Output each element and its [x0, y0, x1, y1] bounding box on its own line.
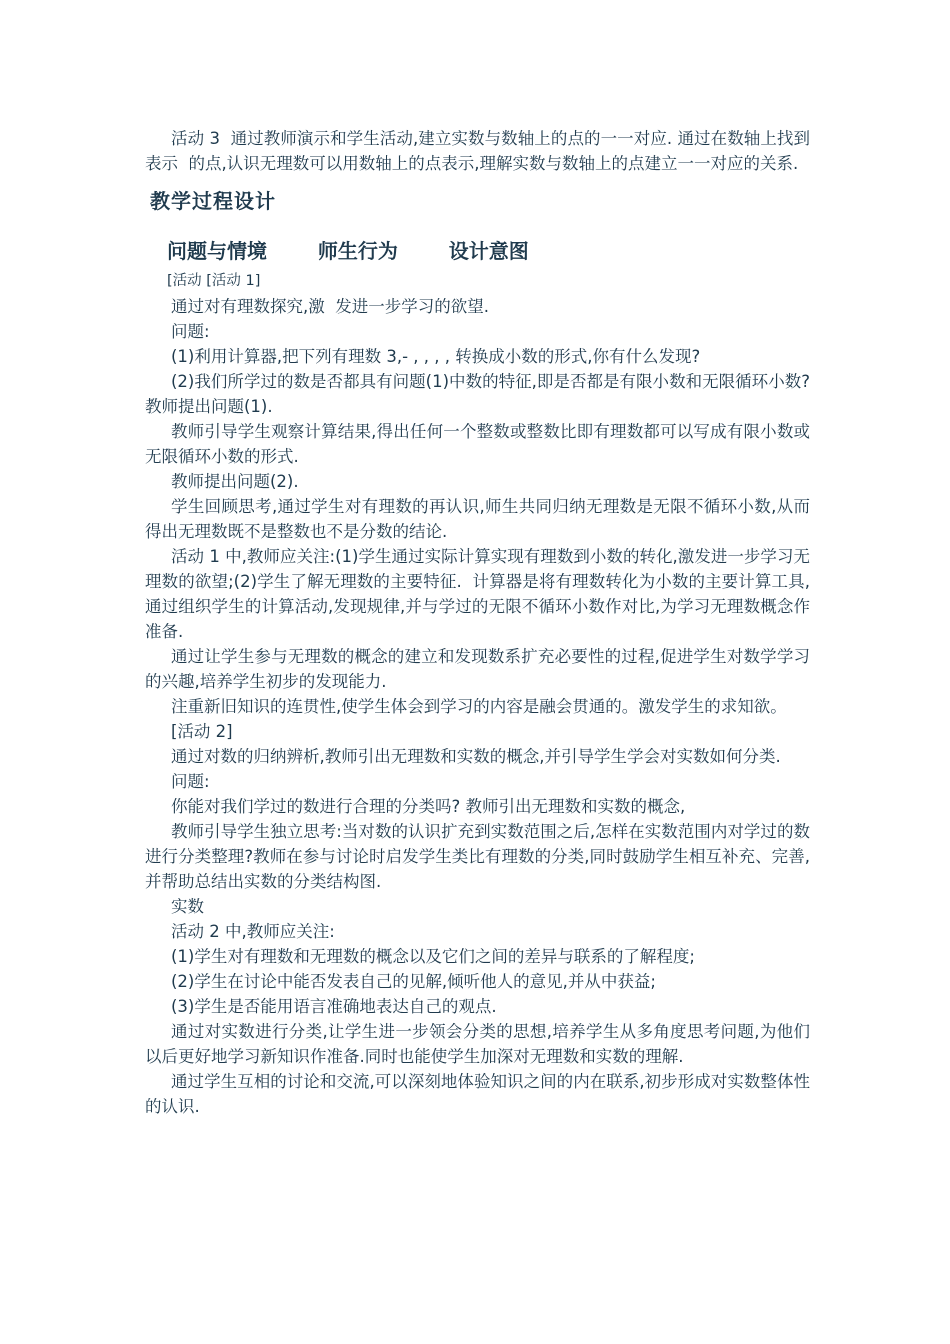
- document-page: [145, 126, 816, 1119]
- activity-label: [活动 [活动 1]: [167, 273, 261, 289]
- paragraph: (2)我们所学过的数是否都具有问题(1)中数的特征,即是否都是有限小数和无限循环小数? 教师提出问题(1).: [145, 372, 816, 416]
- paragraph: 教师提出问题(2).: [171, 472, 299, 491]
- paragraph: (2)学生在讨论中能否发表自己的见解,倾听他人的意见,并从中获益;: [171, 972, 656, 991]
- paragraph: 教师引导学生观察计算结果,得出任何一个整数或整数比即有理数都可以写成有限小数或无限循环小数的形式.: [145, 422, 810, 466]
- paragraph: 通过对实数进行分类,让学生进一步领会分类的思想,培养学生从多角度思考问题,为他们以后更好地学习新知识作准备.同时也能使学生加深对无理数和实数的理解.: [145, 1022, 810, 1066]
- activity3-paragraph: 活动 3 通过教师演示和学生活动,建立实数与数轴上的点的一一对应. 通过在数轴上找到表示 的点,认识无理数可以用数轴上的点表示,理解实数与数轴上的点建立一一对应的关系.: [145, 129, 810, 173]
- paragraph: 通过对有理数探究,激 发进一步学习的欲望.: [171, 297, 489, 316]
- paragraph: 活动 2 中,教师应关注:: [171, 922, 335, 941]
- paragraph: (3)学生是否能用语言准确地表达自己的观点.: [171, 997, 497, 1016]
- body-paragraphs: [145, 294, 816, 1119]
- paragraph: [活动 2]: [171, 722, 233, 741]
- paragraph: (1)利用计算器,把下列有理数 3,- , , , , 转换成小数的形式,你有什么发现?: [171, 347, 701, 366]
- paragraph: 教师引导学生独立思考:当对数的认识扩充到实数范围之后,怎样在实数范围内对学过的数进行分类整理?教师在参与讨论时启发学生类比有理数的分类,同时鼓励学生相互补充、完善,并帮助总结出实数的分类结构图.: [145, 822, 810, 891]
- paragraph: 你能对我们学过的数进行合理的分类吗? 教师引出无理数和实数的概念,: [171, 797, 686, 816]
- section-title: 教学过程设计: [150, 189, 276, 213]
- paragraph: 活动 1 中,教师应关注:(1)学生通过实际计算实现有理数到小数的转化,激发进一步学习无理数的欲望;(2)学生了解无理数的主要特征. 计算器是将有理数转化为小数的主要计算工具,通过组织学生的计算活动,发现规律,并与学过的无限不循环小数作对比,为学习无理数概念作准备.: [145, 547, 810, 641]
- paragraph: 注重新旧知识的连贯性,使学生体会到学习的内容是融会贯通的。激发学生的求知欲。: [171, 697, 787, 716]
- paragraph: 学生回顾思考,通过学生对有理数的再认识,师生共同归纳无理数是无限不循环小数,从而得出无理数既不是整数也不是分数的结论.: [145, 497, 810, 541]
- paragraph: 实数: [171, 897, 204, 916]
- paragraph: 通过学生互相的讨论和交流,可以深刻地体验知识之间的内在联系,初步形成对实数整体性的认识.: [145, 1072, 810, 1116]
- paragraph: 问题:: [171, 772, 210, 791]
- paragraph: (1)学生对有理数和无理数的概念以及它们之间的差异与联系的了解程度;: [171, 947, 695, 966]
- paragraph: 通过让学生参与无理数的概念的建立和发现数系扩充必要性的过程,促进学生对数学学习的兴趣,培养学生初步的发现能力.: [145, 647, 810, 691]
- paragraph: 问题:: [171, 322, 210, 341]
- paragraph: 通过对数的归纳辨析,教师引出无理数和实数的概念,并引导学生学会对实数如何分类.: [171, 747, 781, 766]
- table-header: 问题与情境 师生行为 设计意图: [167, 239, 529, 263]
